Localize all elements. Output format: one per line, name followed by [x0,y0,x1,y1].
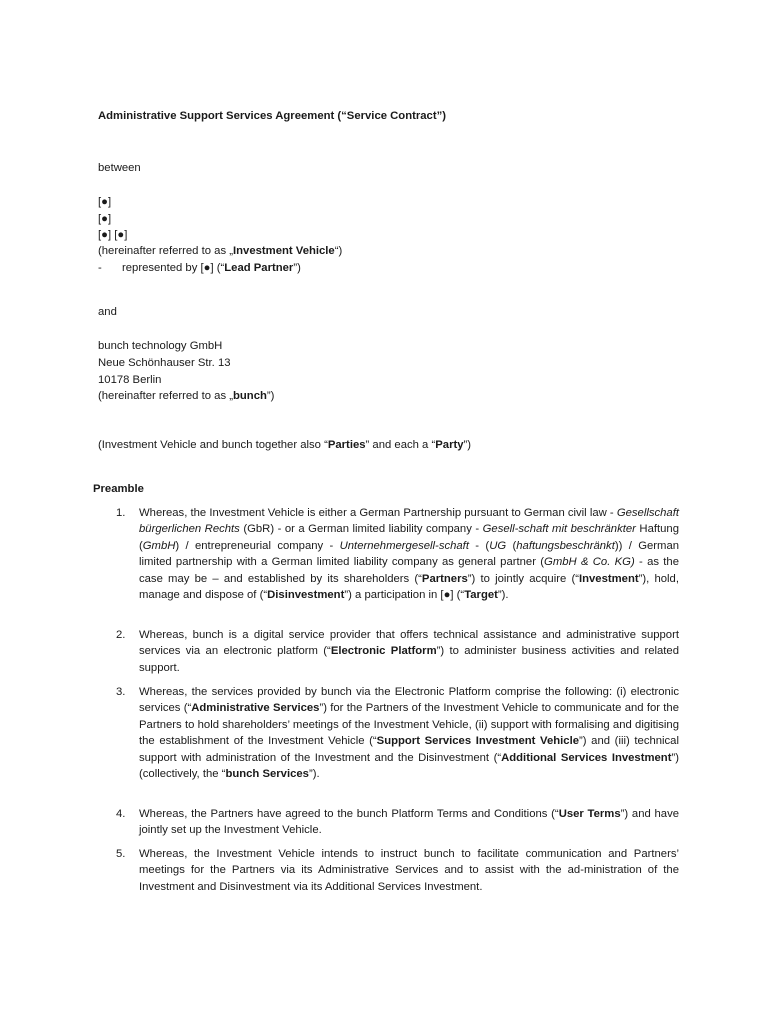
text-run: ”). [497,589,509,602]
text-run: Whereas, bunch is a digital service provider that offers technical assistance and administrative support services via an electronic platform (“ [139,629,679,658]
list-item-text [139,684,679,782]
party1-reference [98,243,342,259]
list-item-number: 3. [116,686,126,698]
party2-ref-bold: bunch [233,390,267,402]
rep-bold: Lead Partner [224,262,294,274]
parties-t2: ” and each a “ [365,439,436,451]
italic-run: UG [489,539,507,552]
party1-line3: [●] [●] [98,229,128,241]
bold-term: Partners [421,572,468,585]
italic-run: GmbH [142,539,176,552]
list-item-text [139,806,679,839]
party1-ref-suffix: “) [334,245,343,257]
text-run: ”) for the Partners of the Investment Vehicle to communicate and for the Partners to hold shareholders’ meetings of the Investment Vehicle, (ii) support with formalising and digitising the establishment of the Investment Vehicle (“ [139,702,679,748]
text-run: Whereas, the Partners have agreed to the bunch Platform Terms and Conditions (“ [139,808,559,820]
text-run: Whereas, the Investment Vehicle is either a German Partnership pursuant to German civil law - [139,507,617,519]
bold-term: User Terms [558,808,621,820]
text-run: )) / German limited partnership with a German limited liability company as general partner ( [139,539,680,569]
italic-run: Unternehmergesell-schaft [339,539,469,552]
text-run: ”) to administer business activities and related support. [139,645,679,674]
bold-term: Target [464,589,498,602]
list-item-number: 4. [116,808,126,820]
text-run: ”), hold, manage and dispose of (“ [139,572,679,602]
bold-term: bunch Services [225,768,309,781]
party1-line2: [●] [98,213,112,225]
text-run: ( [506,539,517,552]
text-run: (GbR) - or a German limited liability company - [239,523,483,536]
list-item-text [139,627,679,676]
bold-term: Investment [578,572,639,585]
between-label: between [98,162,141,174]
list-item-number: 2. [116,629,126,641]
list-item-number: 1. [116,507,126,519]
and-label: and [98,306,117,318]
italic-run: haftungsbeschränkt [516,539,615,552]
party2-name: bunch technology GmbH [98,340,223,352]
parties-definition [98,437,471,453]
party2-ref-suffix: ”) [266,390,275,402]
bold-term: Additional Services Investment [501,751,672,764]
italic-run: GmbH & Co. KG) [544,556,635,569]
bold-term: Administrative Services [191,702,320,715]
italic-run: Gesellschaft bürgerlichen Rechts [139,507,679,536]
party2-city: 10178 Berlin [98,374,162,386]
party2-ref-prefix: (hereinafter referred to as „ [98,390,233,402]
rep-dash: - [98,262,102,274]
bold-term: Support Services Investment Vehicle [376,735,579,748]
party1-line1: [●] [98,196,112,208]
rep-prefix: represented by [●] (“ [122,262,225,274]
text-run: ”). [308,768,320,781]
text-run: ) / entrepreneurial company - [175,539,340,552]
text-run: - ( [468,539,490,552]
italic-run: Gesell-schaft mit beschränkter [482,523,636,536]
text-run: - as the case may be – and established by its shareholders (“ [139,556,679,585]
rep-suffix: ”) [293,262,301,274]
party2-street: Neue Schönhauser Str. 13 [98,357,231,369]
text-run: Whereas, the services provided by bunch via the Electronic Platform comprise the following: (i) electronic services (“ [139,686,679,715]
text-run: ”) and (iii) technical support with administration of the Investment and the Disinvestment (“ [139,735,679,764]
list-item-text: Whereas, the Investment Vehicle intends to instruct bunch to facilitate communication and Partners’ meetings for the Partners via its Administrative Services and to assist with the ad-ministration of the Investment and Disinvestment via its Additional Services Investment. [139,848,679,893]
party1-ref-bold: Investment Vehicle [233,245,335,257]
party1-ref-prefix: (hereinafter referred to as „ [98,245,233,257]
list-item-text [139,505,679,603]
party1-representation [98,260,301,276]
party2-reference [98,388,274,404]
parties-b1: Parties [327,439,366,451]
agreement-title: Administrative Support Services Agreement (“Service Contract”) [98,110,447,122]
text-run: ”) (collectively, the “ [139,751,679,781]
parties-t1: (Investment Vehicle and bunch together also “ [98,439,328,451]
bold-term: Disinvestment [267,589,345,602]
parties-t3: ”) [463,439,472,451]
text-run: ”) and have jointly set up the Investment Vehicle. [139,808,680,837]
bold-term: Electronic Platform [330,645,437,658]
text-run: Haftung ( [139,523,679,552]
preamble-heading: Preamble [93,483,144,495]
parties-b2: Party [435,439,464,451]
text-run: ”) to jointly acquire (“ [467,572,579,585]
list-item-number: 5. [116,848,126,860]
text-run: ”) a participation in [●] (“ [344,589,465,602]
